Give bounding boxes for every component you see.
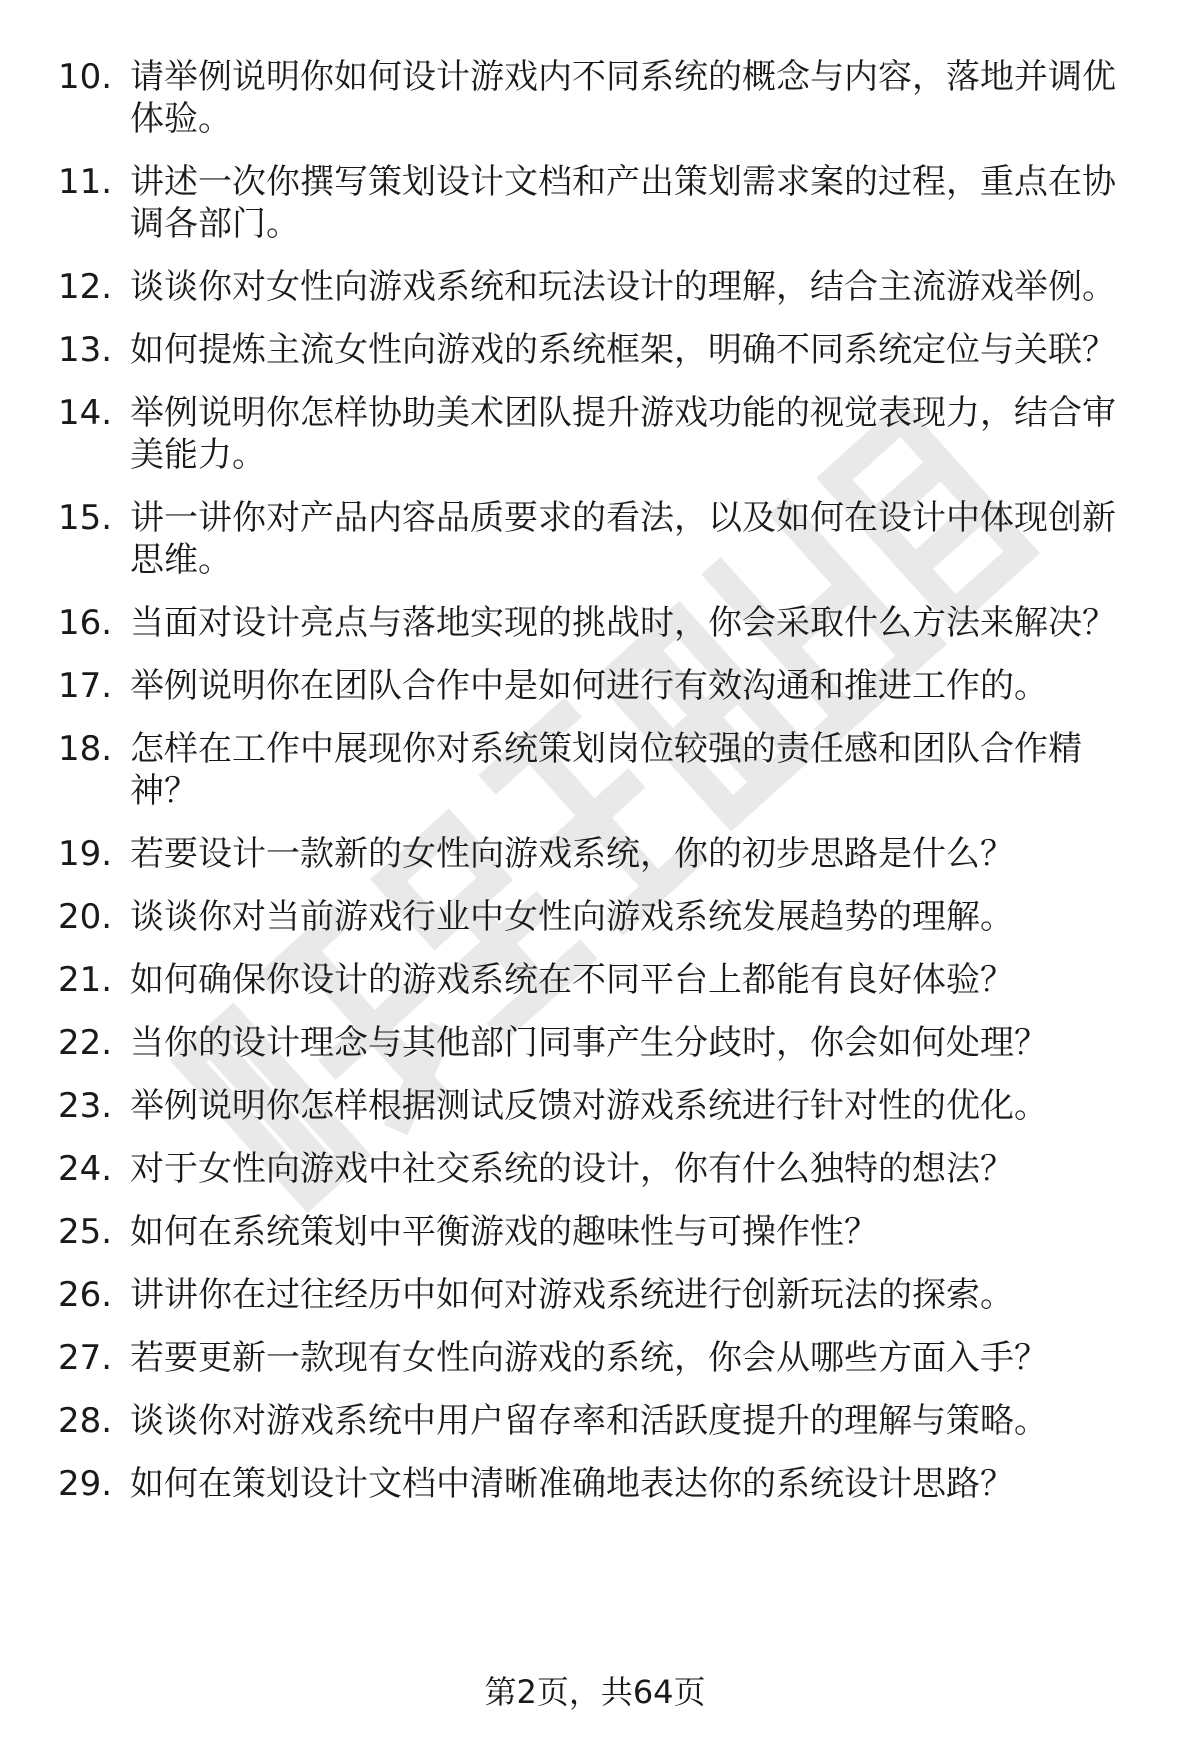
question-text: 对于女性向游戏中社交系统的设计，你有什么独特的想法？ [130, 1149, 1014, 1189]
question-number: 12. [58, 267, 113, 307]
question-number: 18. [58, 729, 113, 769]
question-item [58, 1337, 1148, 1379]
question-item [58, 833, 1148, 875]
question-text: 如何在系统策划中平衡游戏的趣味性与可操作性？ [130, 1212, 878, 1252]
question-text: 讲述一次你撰写策划设计文档和产出策划需求案的过程，重点在协调各部门。 [130, 162, 1116, 244]
question-item [58, 1274, 1148, 1316]
question-item [58, 1400, 1148, 1442]
question-text: 当你的设计理念与其他部门同事产生分歧时，你会如何处理？ [130, 1023, 1048, 1063]
question-text: 讲一讲你对产品内容品质要求的看法，以及如何在设计中体现创新思维。 [130, 498, 1116, 580]
question-number: 28. [58, 1401, 113, 1441]
question-item [58, 266, 1148, 308]
question-item [58, 728, 1148, 812]
question-number: 25. [58, 1212, 113, 1252]
question-text: 谈谈你对女性向游戏系统和玩法设计的理解，结合主流游戏举例。 [130, 267, 1116, 307]
question-text: 怎样在工作中展现你对系统策划岗位较强的责任感和团队合作精神？ [130, 729, 1082, 811]
question-item [58, 329, 1148, 371]
question-number: 14. [58, 393, 113, 433]
question-text: 如何确保你设计的游戏系统在不同平台上都能有良好体验？ [130, 960, 1014, 1000]
question-number: 23. [58, 1086, 113, 1126]
question-number: 15. [58, 498, 113, 538]
question-number: 24. [58, 1149, 113, 1189]
question-number: 27. [58, 1338, 113, 1378]
question-item [58, 1022, 1148, 1064]
question-number: 16. [58, 603, 113, 643]
question-number: 22. [58, 1023, 113, 1063]
question-number: 10. [58, 57, 113, 97]
question-text: 当面对设计亮点与落地实现的挑战时，你会采取什么方法来解决？ [130, 603, 1116, 643]
question-text: 讲讲你在过往经历中如何对游戏系统进行创新玩法的探索。 [130, 1275, 1014, 1315]
question-text: 举例说明你怎样协助美术团队提升游戏功能的视觉表现力，结合审美能力。 [130, 393, 1116, 475]
question-text: 若要更新一款现有女性向游戏的系统，你会从哪些方面入手？ [130, 1338, 1048, 1378]
question-number: 19. [58, 834, 113, 874]
question-number: 13. [58, 330, 113, 370]
question-number: 11. [58, 162, 113, 202]
question-number: 21. [58, 960, 113, 1000]
question-number: 17. [58, 666, 113, 706]
question-item [58, 497, 1148, 581]
question-text: 如何提炼主流女性向游戏的系统框架，明确不同系统定位与关联？ [130, 330, 1116, 370]
question-number: 26. [58, 1275, 113, 1315]
question-item [58, 1085, 1148, 1127]
question-text: 谈谈你对当前游戏行业中女性向游戏系统发展趋势的理解。 [130, 897, 1014, 937]
question-text: 如何在策划设计文档中清晰准确地表达你的系统设计思路？ [130, 1464, 1014, 1504]
question-number: 20. [58, 897, 113, 937]
question-item [58, 1211, 1148, 1253]
question-number: 29. [58, 1464, 113, 1504]
question-item [58, 896, 1148, 938]
question-text: 请举例说明你如何设计游戏内不同系统的概念与内容，落地并调优体验。 [130, 57, 1116, 139]
page-number-footer: 第2页，共64页 [484, 1673, 706, 1711]
question-text: 举例说明你在团队合作中是如何进行有效沟通和推进工作的。 [130, 666, 1048, 706]
question-item [58, 602, 1148, 644]
question-item [58, 1463, 1148, 1505]
question-item [58, 161, 1148, 245]
question-item [58, 56, 1148, 140]
question-text: 若要设计一款新的女性向游戏系统，你的初步思路是什么？ [130, 834, 1014, 874]
interview-question-list [58, 56, 1148, 1526]
question-item [58, 959, 1148, 1001]
question-text: 举例说明你怎样根据测试反馈对游戏系统进行针对性的优化。 [130, 1086, 1048, 1126]
question-item [58, 1148, 1148, 1190]
question-item [58, 665, 1148, 707]
question-text: 谈谈你对游戏系统中用户留存率和活跃度提升的理解与策略。 [130, 1401, 1048, 1441]
question-item [58, 392, 1148, 476]
